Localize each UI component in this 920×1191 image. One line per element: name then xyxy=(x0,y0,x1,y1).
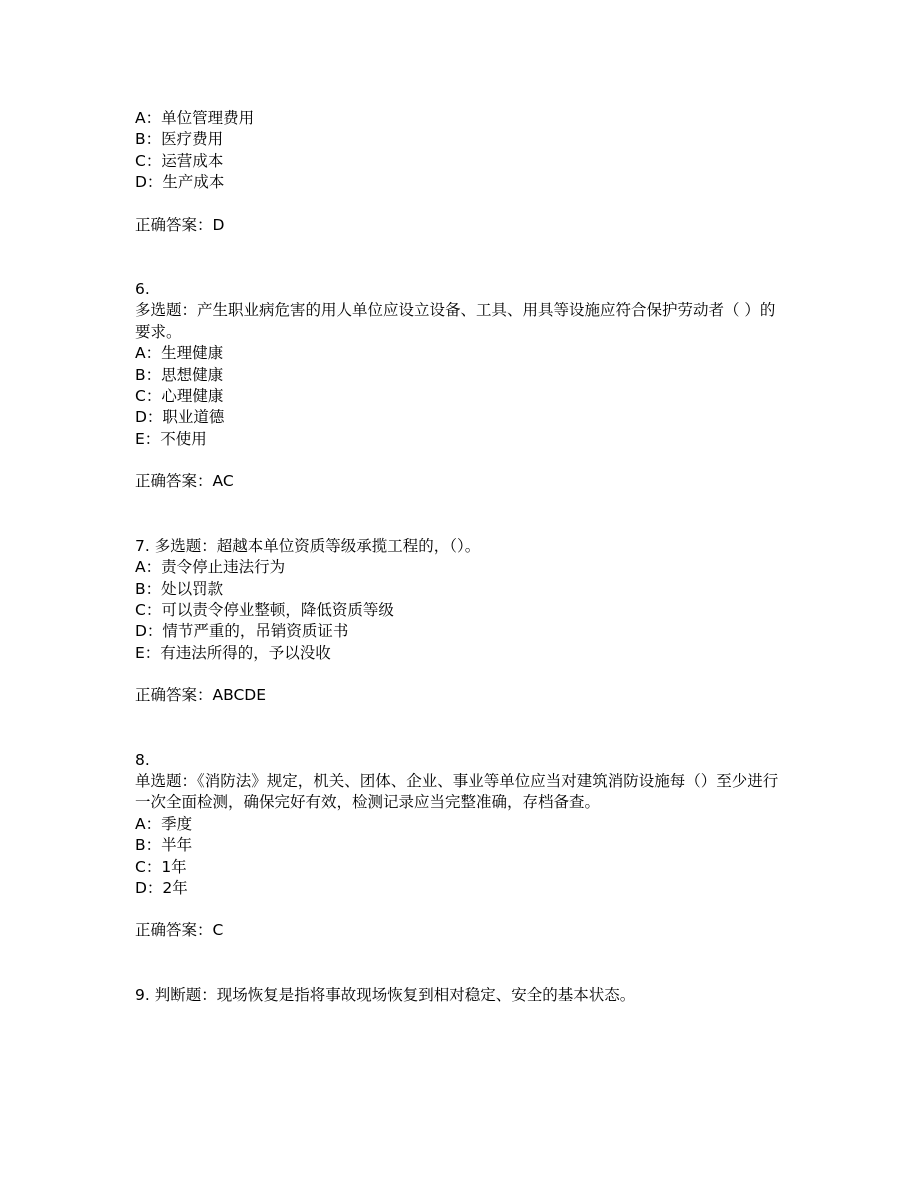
option-d: D：生产成本 xyxy=(135,173,225,192)
document-page xyxy=(135,108,785,1006)
correct-answer: 正确答案：ABCDE xyxy=(135,686,267,705)
option-c: C：1年 xyxy=(135,857,187,876)
option-c: C：心理健康 xyxy=(135,387,224,406)
question-7 xyxy=(135,536,785,707)
option-e: E：有违法所得的，予以没收 xyxy=(135,643,331,662)
option-b: B：处以罚款 xyxy=(135,579,224,598)
option-b: B：思想健康 xyxy=(135,365,224,384)
question-8 xyxy=(135,750,785,942)
question-stem: 9. 判断题：现场恢复是指将事故现场恢复到相对稳定、安全的基本状态。 xyxy=(135,985,636,1004)
question-6 xyxy=(135,279,785,493)
option-a: A：单位管理费用 xyxy=(135,109,255,127)
option-b: B：医疗费用 xyxy=(135,130,224,149)
option-a: A：季度 xyxy=(135,814,193,833)
question-stem: 7. 多选题：超越本单位资质等级承揽工程的，（）。 xyxy=(135,536,481,555)
option-a: A：生理健康 xyxy=(135,344,224,363)
option-c: C：运营成本 xyxy=(135,151,224,170)
option-d: D：情节严重的，吊销资质证书 xyxy=(135,622,349,641)
option-d: D：职业道德 xyxy=(135,408,225,427)
correct-answer: 正确答案：D xyxy=(135,215,225,234)
question-stem: 单选题：《消防法》规定，机关、团体、企业、事业等单位应当对建筑消防设施每（）至少进行一次全面检测，确保完好有效，检测记录应当完整准确，存档备查。 xyxy=(135,771,779,812)
question-5 xyxy=(135,108,785,236)
question-number: 8. xyxy=(135,750,150,769)
correct-answer: 正确答案：C xyxy=(135,921,224,940)
option-a: A：责令停止违法行为 xyxy=(135,558,286,577)
question-number: 6. xyxy=(135,280,150,299)
option-c: C：可以责令停业整顿，降低资质等级 xyxy=(135,600,394,619)
option-e: E：不使用 xyxy=(135,429,207,448)
option-d: D：2年 xyxy=(135,878,188,897)
option-b: B：半年 xyxy=(135,836,193,855)
question-stem: 多选题：产生职业病危害的用人单位应设立设备、工具、用具等设施应符合保护劳动者（ ）的要求。 xyxy=(135,301,776,341)
question-9 xyxy=(135,985,785,1006)
correct-answer: 正确答案：AC xyxy=(135,472,234,491)
